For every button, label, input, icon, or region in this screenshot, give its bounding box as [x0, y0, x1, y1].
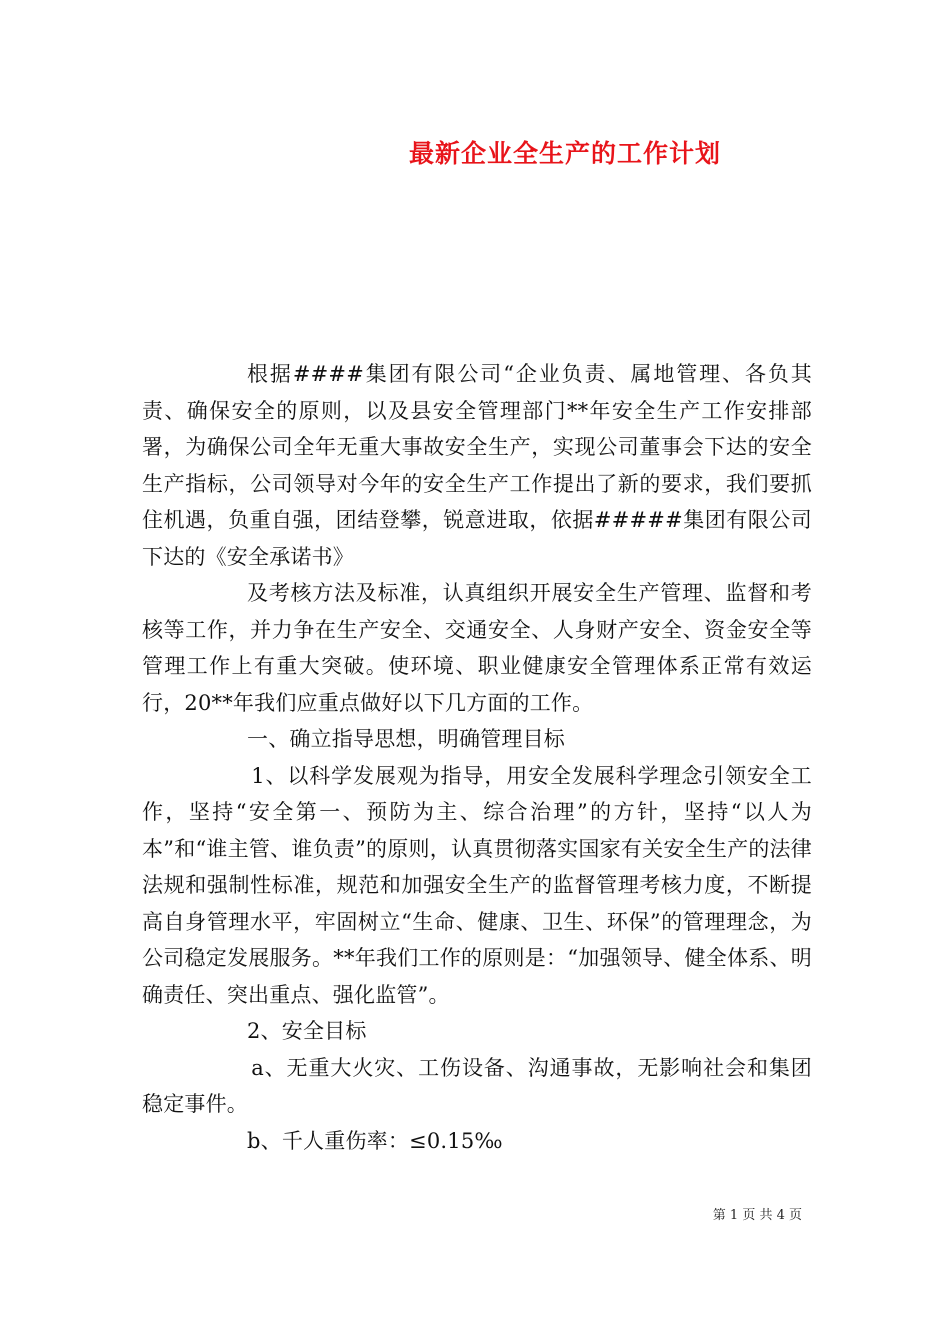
section-heading-1: 一、确立指导思想，明确管理目标	[247, 727, 565, 751]
paragraph-assessment: 及考核方法及标准，认真组织开展安全生产管理、监督和考核等工作，并力争在生产安全、交通安全、人身财产安全、资金安全等管理工作上有重大突破。使环境、职业健康安全管理体系正常有效运行，20**年我们应重点做好以下几方面的工作。	[142, 581, 812, 715]
document-title: 最新企业全生产的工作计划	[408, 139, 721, 168]
page-number: 第 1 页 共 4 页	[712, 1208, 802, 1223]
paragraph-intro: 根据####集团有限公司“企业负责、属地管理、各负其责、确保安全的原则，以及县安全管理部门**年安全生产工作安排部署，为确保公司全年无重大事故安全生产，实现公司董事会下达的安全生产指标，公司领导对今年的安全生产工作提出了新的要求，我们要抓住机遇，负重自强，团结登攀，锐意进取，依据#####集团有限公司下达的《安全承诺书》	[142, 362, 812, 569]
paragraph-guiding-principle: 1、以科学发展观为指导，用安全发展科学理念引领安全工作，坚持“安全第一、预防为主、综合治理”的方针，坚持“以人为本”和“谁主管、谁负责”的原则，认真贯彻落实国家有关安全生产的法律法规和强制性标准，规范和加强安全生产的监督管理考核力度，不断提高自身管理水平，牢固树立“生命、健康、卫生、环保”的管理理念，为公司稳定发展服务。**年我们工作的原则是：“加强领导、健全体系、明确责任、突出重点、强化监管”。	[142, 763, 812, 1007]
subheading-safety-goals: 2、安全目标	[247, 1019, 367, 1043]
goal-item-a: a、无重大火灾、工伤设备、沟通事故，无影响社会和集团稳定事件。	[142, 1055, 812, 1116]
document-body	[142, 356, 812, 1159]
goal-item-b: b、千人重伤率：≤0.15‰	[247, 1128, 503, 1153]
